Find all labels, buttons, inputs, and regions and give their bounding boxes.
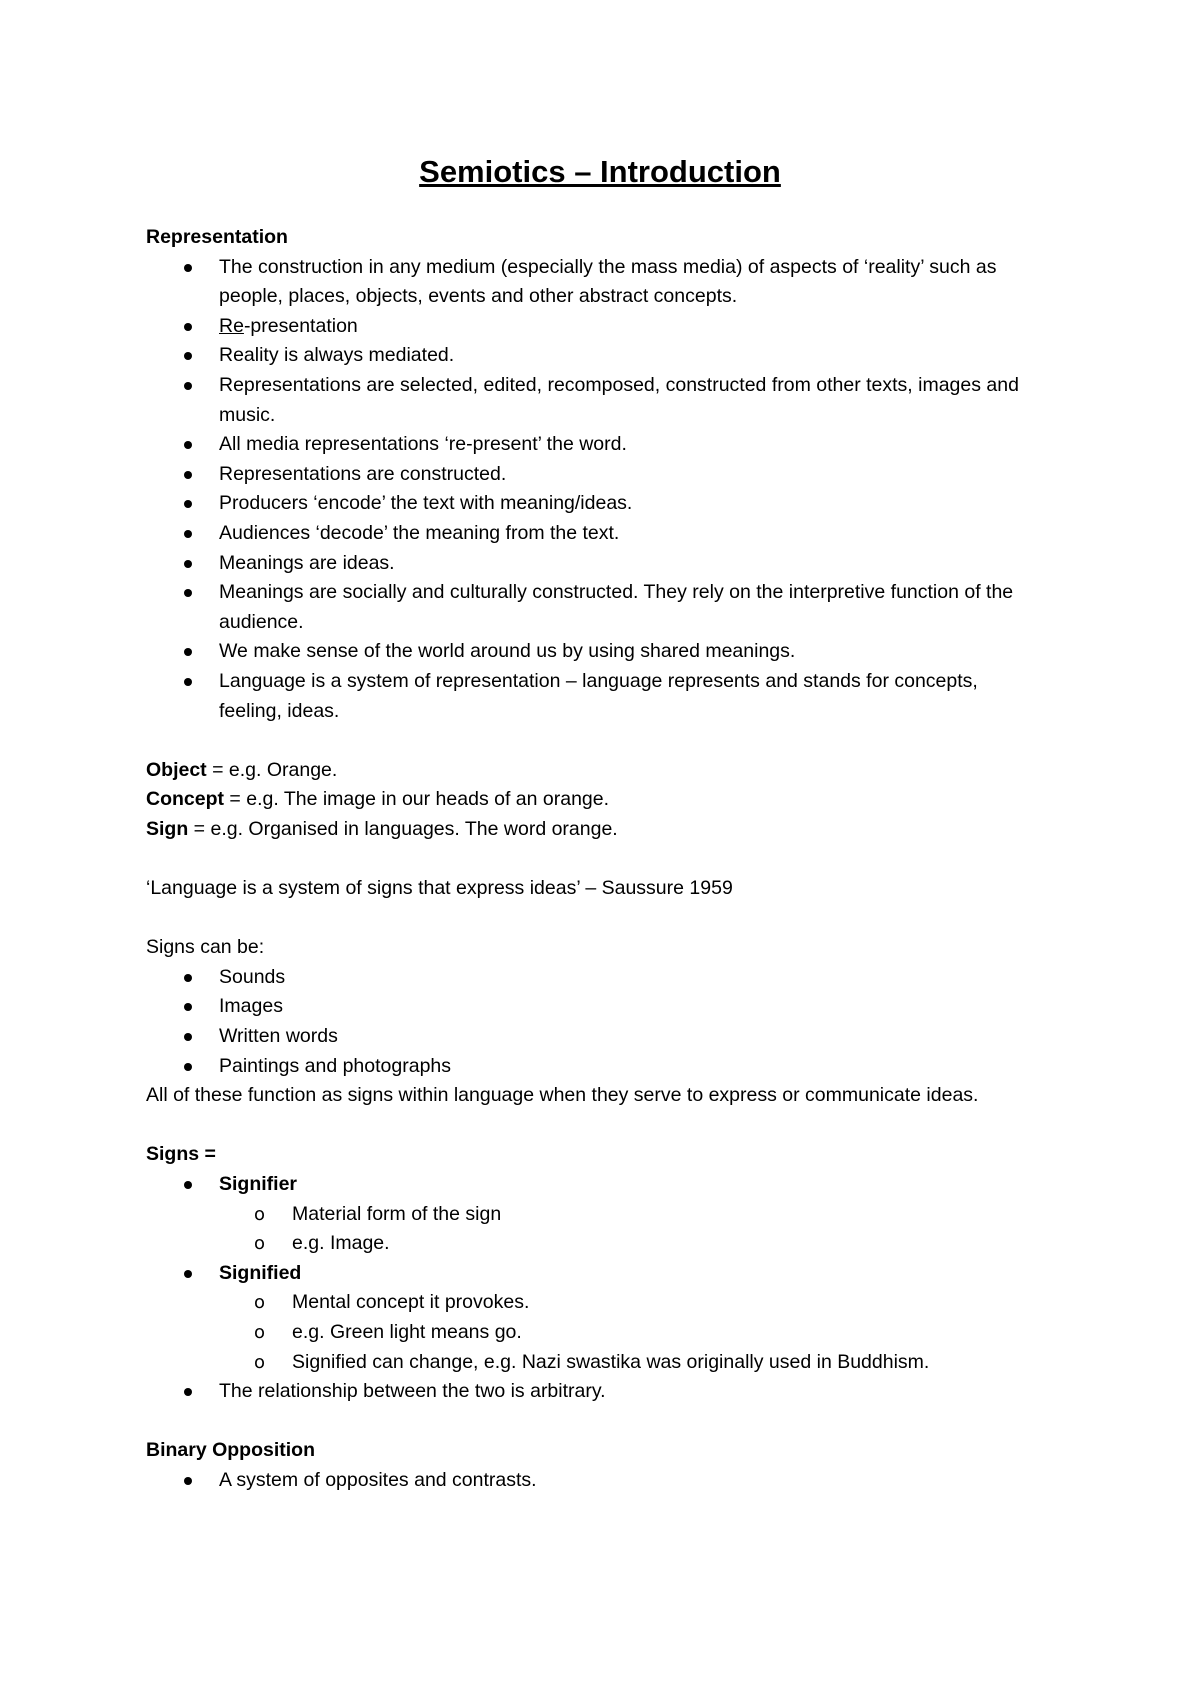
bullet-icon	[184, 1003, 192, 1011]
representation-list	[146, 253, 1046, 727]
bullet-icon	[184, 471, 192, 479]
signs-components-list	[146, 1170, 1046, 1200]
title-wrap	[0, 152, 1200, 221]
bullet-icon	[184, 560, 192, 568]
bullet-icon	[184, 1063, 192, 1071]
sub-list-item-text: Material form of the sign	[292, 1202, 502, 1225]
signs-can-be-conclusion: All of these function as signs within language when they serve to express or communicate ideas.	[146, 1084, 979, 1107]
signs-can-be-intro: Signs can be:	[146, 936, 265, 959]
list-item	[146, 637, 1046, 667]
list-item-text: Audiences ‘decode’ the meaning from the text.	[219, 521, 620, 544]
list-item-text: The construction in any medium (especially the mass media) of aspects of ‘reality’ such as people, places, objects, events and other abstract concepts.	[219, 255, 997, 308]
list-item-signified	[146, 1259, 1046, 1289]
circle-bullet-icon: o	[254, 1233, 266, 1255]
section-heading-representation: Representation	[146, 226, 288, 248]
list-item-text: The relationship between the two is arbitrary.	[219, 1380, 606, 1403]
list-item-text: Meanings are socially and culturally constructed. They rely on the interpretive function of the audience.	[219, 581, 1014, 633]
list-item	[146, 1466, 1046, 1496]
spacer	[146, 844, 1046, 874]
list-item	[146, 667, 1046, 726]
list-item	[146, 371, 1046, 430]
list-item-text: Sounds	[219, 965, 286, 988]
list-item	[146, 430, 1046, 460]
spacer	[146, 1407, 1046, 1437]
list-item-text: Paintings and photographs	[219, 1054, 452, 1077]
definition-term: Concept	[146, 788, 224, 811]
list-item-text: Meanings are ideas.	[219, 551, 395, 574]
sub-list-item	[146, 1200, 1046, 1230]
circle-bullet-icon: o	[254, 1351, 266, 1373]
sub-list-item	[146, 1229, 1046, 1259]
signs-components-list-2	[146, 1259, 1046, 1289]
spacer	[146, 726, 1046, 756]
bullet-icon	[184, 1181, 192, 1189]
list-item	[146, 1052, 1046, 1082]
bullet-icon	[184, 1477, 192, 1485]
list-item-text: -presentation	[243, 314, 358, 337]
list-item-text: Signifier	[219, 1173, 298, 1195]
bullet-icon	[184, 648, 192, 656]
bullet-icon	[184, 382, 192, 390]
signs-relationship-list	[146, 1377, 1046, 1407]
bullet-icon	[184, 1388, 192, 1396]
list-item-text: Language is a system of representation – language represents and stands for concepts, feeling, ideas.	[219, 669, 978, 722]
list-item	[146, 1022, 1046, 1052]
list-item-text: Representations are selected, edited, recomposed, constructed from other texts, images and music.	[219, 373, 1019, 426]
definition-text: = e.g. Orange.	[206, 758, 338, 781]
bullet-icon	[184, 974, 192, 982]
bullet-icon	[184, 1270, 192, 1278]
list-item	[146, 1377, 1046, 1407]
circle-bullet-icon: o	[254, 1203, 266, 1225]
section-heading-binary-opposition: Binary Opposition	[146, 1439, 316, 1462]
bullet-icon	[184, 323, 192, 331]
sub-list-item-text: Mental concept it provokes.	[292, 1291, 530, 1314]
list-item-text: Representations are constructed.	[219, 462, 507, 485]
sub-list-item-text: e.g. Image.	[292, 1232, 390, 1255]
definition-text: = e.g. The image in our heads of an orange.	[224, 788, 610, 811]
list-item-text: All media representations ‘re-present’ the word.	[219, 433, 627, 456]
list-item	[146, 341, 1046, 371]
bullet-icon	[184, 264, 192, 272]
section-heading-signs: Signs =	[146, 1143, 216, 1166]
list-item	[146, 519, 1046, 549]
spacer	[146, 1111, 1046, 1141]
underlined-prefix: Re	[219, 314, 244, 337]
list-item	[146, 253, 1046, 312]
binary-opposition-list	[146, 1466, 1046, 1496]
list-item-text: We make sense of the world around us by using shared meanings.	[219, 640, 796, 663]
definition-term: Object	[146, 758, 207, 781]
list-item	[146, 549, 1046, 579]
bullet-icon	[184, 500, 192, 508]
bullet-icon	[184, 1033, 192, 1041]
circle-bullet-icon: o	[254, 1292, 266, 1314]
list-item-signifier	[146, 1170, 1046, 1200]
saussure-quote: ‘Language is a system of signs that express ideas’ – Saussure 1959	[146, 877, 733, 900]
list-item	[146, 992, 1046, 1022]
sub-list-item-text: e.g. Green light means go.	[292, 1320, 522, 1343]
list-item	[146, 460, 1046, 490]
definition-object	[146, 756, 1046, 786]
bullet-icon	[184, 441, 192, 449]
list-item-text: Signified	[219, 1261, 302, 1284]
list-item-text: Written words	[219, 1025, 338, 1048]
document-body	[146, 223, 1046, 1496]
bullet-icon	[184, 530, 192, 538]
list-item	[146, 963, 1046, 993]
definition-concept	[146, 785, 1046, 815]
signs-can-be-list	[146, 963, 1046, 1081]
sub-list-item	[146, 1348, 1046, 1378]
sub-list-item	[146, 1288, 1046, 1318]
list-item	[146, 578, 1046, 637]
bullet-icon	[184, 678, 192, 686]
list-item-text: Reality is always mediated.	[219, 344, 455, 367]
list-item	[146, 312, 1046, 342]
definition-sign	[146, 815, 1046, 845]
signified-sublist	[146, 1288, 1046, 1377]
bullet-icon	[184, 589, 192, 597]
sub-list-item	[146, 1318, 1046, 1348]
list-item	[146, 489, 1046, 519]
definition-text: = e.g. Organised in languages. The word orange.	[188, 817, 618, 840]
sub-list-item-text: Signified can change, e.g. Nazi swastika was originally used in Buddhism.	[292, 1350, 930, 1373]
list-item-text: Producers ‘encode’ the text with meaning/ideas.	[219, 492, 633, 515]
bullet-icon	[184, 352, 192, 360]
list-item-text: A system of opposites and contrasts.	[219, 1468, 537, 1491]
list-item-text: Images	[219, 995, 283, 1018]
signifier-sublist	[146, 1200, 1046, 1259]
circle-bullet-icon: o	[254, 1321, 266, 1343]
definition-term: Sign	[146, 817, 189, 840]
spacer	[146, 904, 1046, 934]
page-title: Semiotics – Introduction	[419, 154, 781, 189]
